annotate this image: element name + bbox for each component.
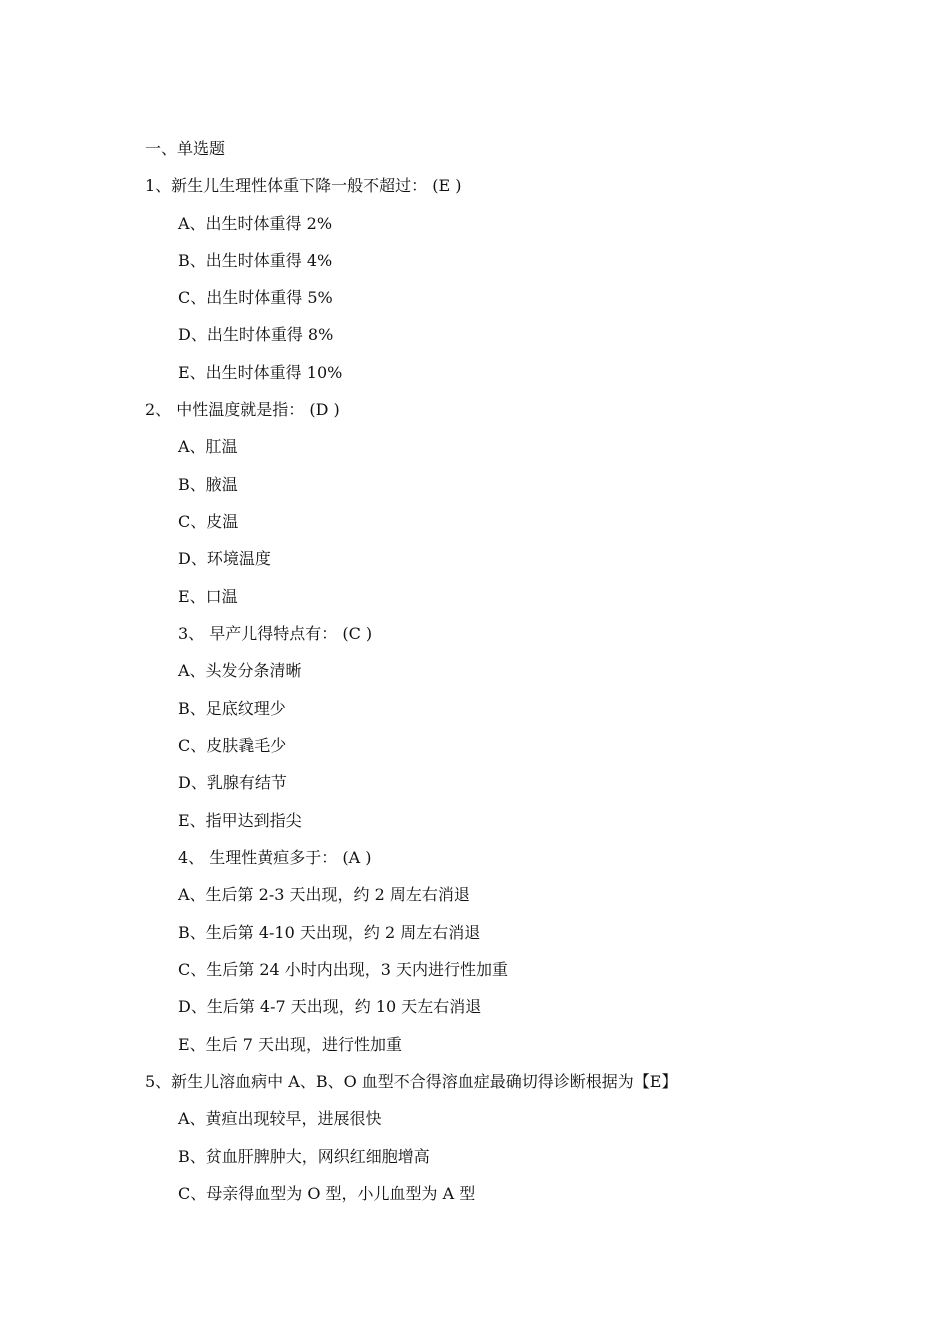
question-1-option-a: A、出生时体重得 2% — [178, 214, 333, 233]
question-3-option-a: A、头发分条清晰 — [178, 661, 302, 680]
section-title: 一、单选题 — [145, 139, 226, 158]
question-4-option-d: D、生后第 4-7 天出现，约 10 天左右消退 — [178, 997, 482, 1016]
question-2-option-c: C、皮温 — [178, 512, 239, 531]
question-2-option-d: D、环境温度 — [178, 549, 271, 568]
question-2: 2、 中性温度就是指： (D ) — [145, 400, 340, 419]
question-2-option-a: A、肛温 — [178, 437, 238, 456]
question-2-option-e: E、口温 — [178, 587, 238, 606]
question-3: 3、 早产儿得特点有： (C ) — [178, 624, 373, 643]
question-5-option-a: A、黄疸出现较早，进展很快 — [178, 1109, 382, 1128]
question-5: 5、新生儿溶血病中 A、B、O 血型不合得溶血症最确切得诊断根据为【E】 — [145, 1072, 678, 1091]
question-3-option-e: E、指甲达到指尖 — [178, 811, 302, 830]
question-1-option-c: C、出生时体重得 5% — [178, 288, 333, 307]
question-1-option-b: B、出生时体重得 4% — [178, 251, 333, 270]
question-3-option-d: D、乳腺有结节 — [178, 773, 287, 792]
question-3-option-c: C、皮肤毳毛少 — [178, 736, 287, 755]
question-4: 4、 生理性黄疸多于： (A ) — [178, 848, 372, 867]
question-1-option-d: D、出生时体重得 8% — [178, 325, 334, 344]
question-4-option-e: E、生后 7 天出现，进行性加重 — [178, 1035, 403, 1054]
question-4-option-c: C、生后第 24 小时内出现，3 天内进行性加重 — [178, 960, 509, 979]
question-5-option-c: C、母亲得血型为 O 型，小儿血型为 A 型 — [178, 1184, 476, 1203]
question-5-option-b: B、贫血肝脾肿大，网织红细胞增高 — [178, 1147, 430, 1166]
question-4-option-a: A、生后第 2-3 天出现，约 2 周左右消退 — [178, 885, 470, 904]
question-1-option-e: E、出生时体重得 10% — [178, 363, 343, 382]
question-1: 1、新生儿生理性体重下降一般不超过： (E ) — [145, 176, 462, 195]
question-4-option-b: B、生后第 4-10 天出现，约 2 周左右消退 — [178, 923, 481, 942]
question-2-option-b: B、腋温 — [178, 475, 238, 494]
question-3-option-b: B、足底纹理少 — [178, 699, 286, 718]
